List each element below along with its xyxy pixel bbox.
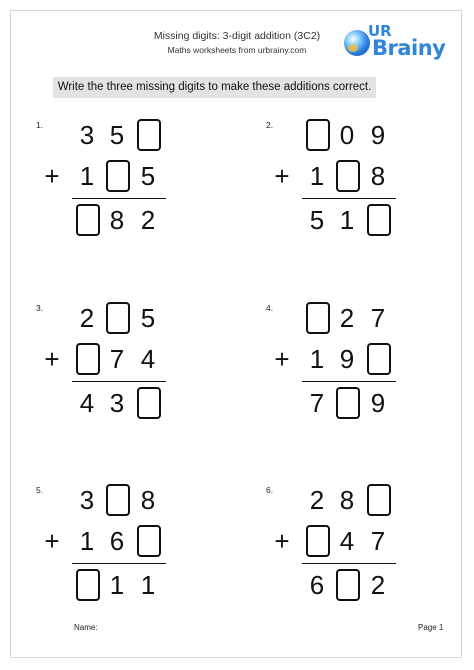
sum-line [72,381,166,382]
plus-sign: + [44,161,60,191]
problem-1 [36,120,236,270]
missing-digit-box[interactable] [306,119,330,151]
digit: 9 [370,388,386,418]
digit: 1 [339,205,355,235]
sum-line [72,198,166,199]
problem-4 [266,303,466,453]
missing-digit-box[interactable] [76,204,100,236]
missing-digit-box[interactable] [336,387,360,419]
digit: 7 [370,303,386,333]
digit: 4 [140,344,156,374]
digit: 6 [109,526,125,556]
digit: 3 [79,120,95,150]
digit: 5 [109,120,125,150]
logo-text-ur: UR [368,22,392,40]
digit: 8 [109,205,125,235]
urbrainy-logo [344,24,444,64]
digit: 2 [140,205,156,235]
problem-5 [36,485,236,635]
digit: 2 [309,485,325,515]
problem-number: 2. [266,120,274,130]
page-number: Page 1 [418,623,444,632]
name-label: Name: [74,623,98,632]
instructions-banner: Write the three missing digits to make these additions correct. [53,77,376,98]
plus-sign: + [44,344,60,374]
digit: 2 [339,303,355,333]
plus-sign: + [274,161,290,191]
missing-digit-box[interactable] [76,569,100,601]
digit: 9 [339,344,355,374]
worksheet-title: Missing digits: 3-digit addition (3C2) [153,30,321,42]
digit: 0 [339,120,355,150]
sum-line [72,563,166,564]
missing-digit-box[interactable] [137,387,161,419]
digit: 6 [309,570,325,600]
problem-6 [266,485,466,635]
plus-sign: + [274,344,290,374]
missing-digit-box[interactable] [336,160,360,192]
missing-digit-box[interactable] [306,302,330,334]
digit: 1 [79,526,95,556]
problem-number: 1. [36,120,44,130]
digit: 1 [309,161,325,191]
missing-digit-box[interactable] [367,484,391,516]
globe-icon [344,30,370,56]
sum-line [302,381,396,382]
digit: 5 [140,303,156,333]
missing-digit-box[interactable] [106,302,130,334]
digit: 2 [79,303,95,333]
digit: 4 [339,526,355,556]
plus-sign: + [44,526,60,556]
worksheet-subtitle: Maths worksheets from urbrainy.com [167,45,307,55]
digit: 1 [109,570,125,600]
missing-digit-box[interactable] [106,484,130,516]
missing-digit-box[interactable] [137,525,161,557]
digit: 5 [140,161,156,191]
digit: 3 [79,485,95,515]
digit: 5 [309,205,325,235]
problem-number: 5. [36,485,44,495]
problem-number: 3. [36,303,44,313]
missing-digit-box[interactable] [367,343,391,375]
logo-text-brainy: Brainy [372,36,446,60]
digit: 7 [309,388,325,418]
digit: 3 [109,388,125,418]
digit: 8 [140,485,156,515]
digit: 9 [370,120,386,150]
digit: 1 [79,161,95,191]
problem-number: 4. [266,303,274,313]
missing-digit-box[interactable] [137,119,161,151]
digit: 7 [370,526,386,556]
digit: 7 [109,344,125,374]
digit: 8 [370,161,386,191]
missing-digit-box[interactable] [76,343,100,375]
problem-2 [266,120,466,270]
digit: 1 [309,344,325,374]
plus-sign: + [274,526,290,556]
missing-digit-box[interactable] [367,204,391,236]
digit: 2 [370,570,386,600]
digit: 1 [140,570,156,600]
problem-number: 6. [266,485,274,495]
problem-3 [36,303,236,453]
sum-line [302,563,396,564]
digit: 4 [79,388,95,418]
sum-line [302,198,396,199]
missing-digit-box[interactable] [106,160,130,192]
missing-digit-box[interactable] [306,525,330,557]
missing-digit-box[interactable] [336,569,360,601]
digit: 8 [339,485,355,515]
